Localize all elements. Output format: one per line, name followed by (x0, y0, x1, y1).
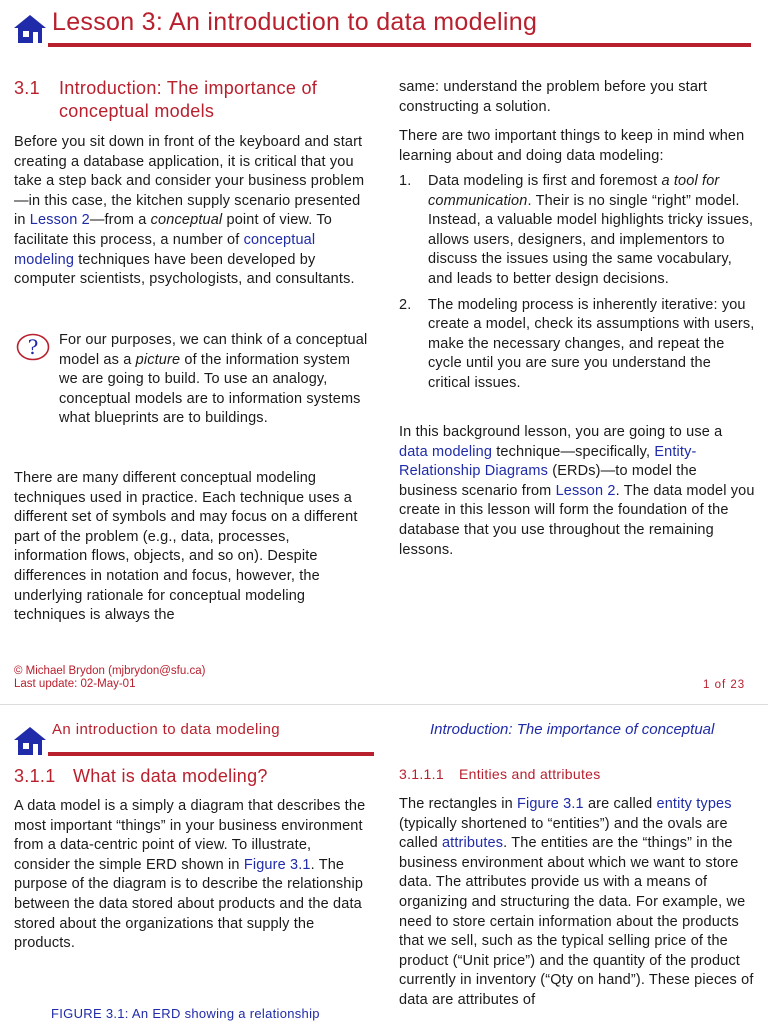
svg-text:?: ? (27, 335, 39, 359)
attributes-link[interactable]: attributes (441, 835, 504, 852)
lesson-title: Lesson 3: An introduction to data modeling (52, 8, 538, 36)
subsection-number: 3.1.1.1 (399, 766, 444, 782)
list-item: 1. Data modeling is first and foremost a tool for communication. Their is no single “right” model. Instead, a valuable model highlights tricky issues, allows users, designers, and implementors to discuss the issues using the same vocabulary, and leads to better design decisions. (399, 173, 754, 287)
left-para-2: There are many different conceptual modeling techniques used in practice. Each technique uses a different set of symbols and may focus on a different part of the problem (e.g., data, processes, information flows, objects, and so on). Despite differences in notation and focus, however, the underlying rationale for conceptual modeling techniques is always the (14, 470, 358, 624)
section-title: Introduction: The importance of conceptual models (59, 78, 318, 121)
right-para-3: In this background lesson, you are going to use a data modeling technique—specifically, Entity-Relationship Diagrams (ERDs)—to model the business scenario from Lesson 2. The data model you create in this lesson will form the foundation of the database that you use throughout the remaining lessons. (399, 424, 755, 558)
section-title: What is data modeling? (73, 766, 268, 786)
home-icon[interactable] (13, 14, 47, 44)
section-number: 3.1.1 (14, 766, 56, 786)
footer-update: Last update: 02-May-01 (14, 678, 136, 690)
right-para-2: There are two important things to keep in mind when learning about and doing data modeling: (399, 128, 745, 164)
lesson-2-link[interactable]: Lesson 2 (555, 482, 616, 499)
entity-types-link[interactable]: entity types (656, 796, 732, 812)
running-header-right: Introduction: The importance of conceptual (430, 721, 715, 738)
right-para: The rectangles in Figure 3.1 are called entity types (typically shortened to “entities”) and the ovals are called attributes. The entities are the “things” in the business environment about which we want to store data. The attributes provide us with a means of organizing and structuring the data. For example, we need to store certain information about the products that we sell, such as the typical selling price of the product (“Unit price”) and the quantity of the product currently in inventory (“Qty on hand”). These pieces of data are attributes of (399, 796, 754, 1008)
right-para-1: same: understand the problem before you start constructing a solution. (399, 79, 708, 115)
lesson-2-link[interactable]: Lesson 2 (29, 212, 90, 229)
conceptual-modeling-link[interactable]: conceptual modeling (14, 231, 316, 268)
section-number: 3.1 (14, 78, 40, 98)
figure-caption: FIGURE 3.1: An ERD showing a relationship (51, 1006, 320, 1021)
erd-link[interactable]: Entity-Relationship Diagrams (399, 443, 697, 480)
data-modeling-link[interactable]: data modeling (399, 443, 493, 460)
question-icon (16, 333, 50, 361)
note-text: For our purposes, we can think of a conceptual model as a picture of the information system we are going to build. To use an analogy, conceptual models are to information systems what blueprints are to buildings. (59, 332, 368, 427)
left-para-1: Before you sit down in front of the keyboard and start creating a database application, it is critical that you take a step back and consider your business problem—in this case, the kitchen supply scenario presented in Lesson 2—from a conceptual point of view. To facilitate this process, a number of conceptual modeling techniques have been developed by computer scientists, psychologists, and consultants. (14, 134, 365, 288)
numbered-list (399, 172, 755, 394)
running-header-left: An introduction to data modeling (52, 721, 280, 738)
footer-author: © Michael Brydon (mjbrydon@sfu.ca) (14, 665, 206, 677)
home-icon[interactable] (13, 726, 47, 756)
left-para: A data model is a simply a diagram that describes the most important “things” in your business environment from a data-centric point of view. To illustrate, consider the simple ERD shown in Figure 3.1. The purpose of the diagram is to describe the relationship between the data stored about products and the data stored about the organizations that supply the products. (14, 798, 366, 952)
page-number: 1 of 23 (703, 679, 746, 691)
figure-3-1-link[interactable]: Figure 3.1 (243, 856, 311, 873)
figure-3-1-link[interactable]: Figure 3.1 (516, 796, 584, 812)
title-rule (48, 43, 751, 47)
page-separator (0, 704, 768, 705)
list-item: 2. The modeling process is inherently iterative: you create a model, check its assumptions with users, make the necessary changes, and repeat the cycle until you are sure you understand the critical issues. (399, 296, 755, 391)
subsection-title: Entities and attributes (459, 766, 601, 782)
header-rule (48, 752, 374, 756)
